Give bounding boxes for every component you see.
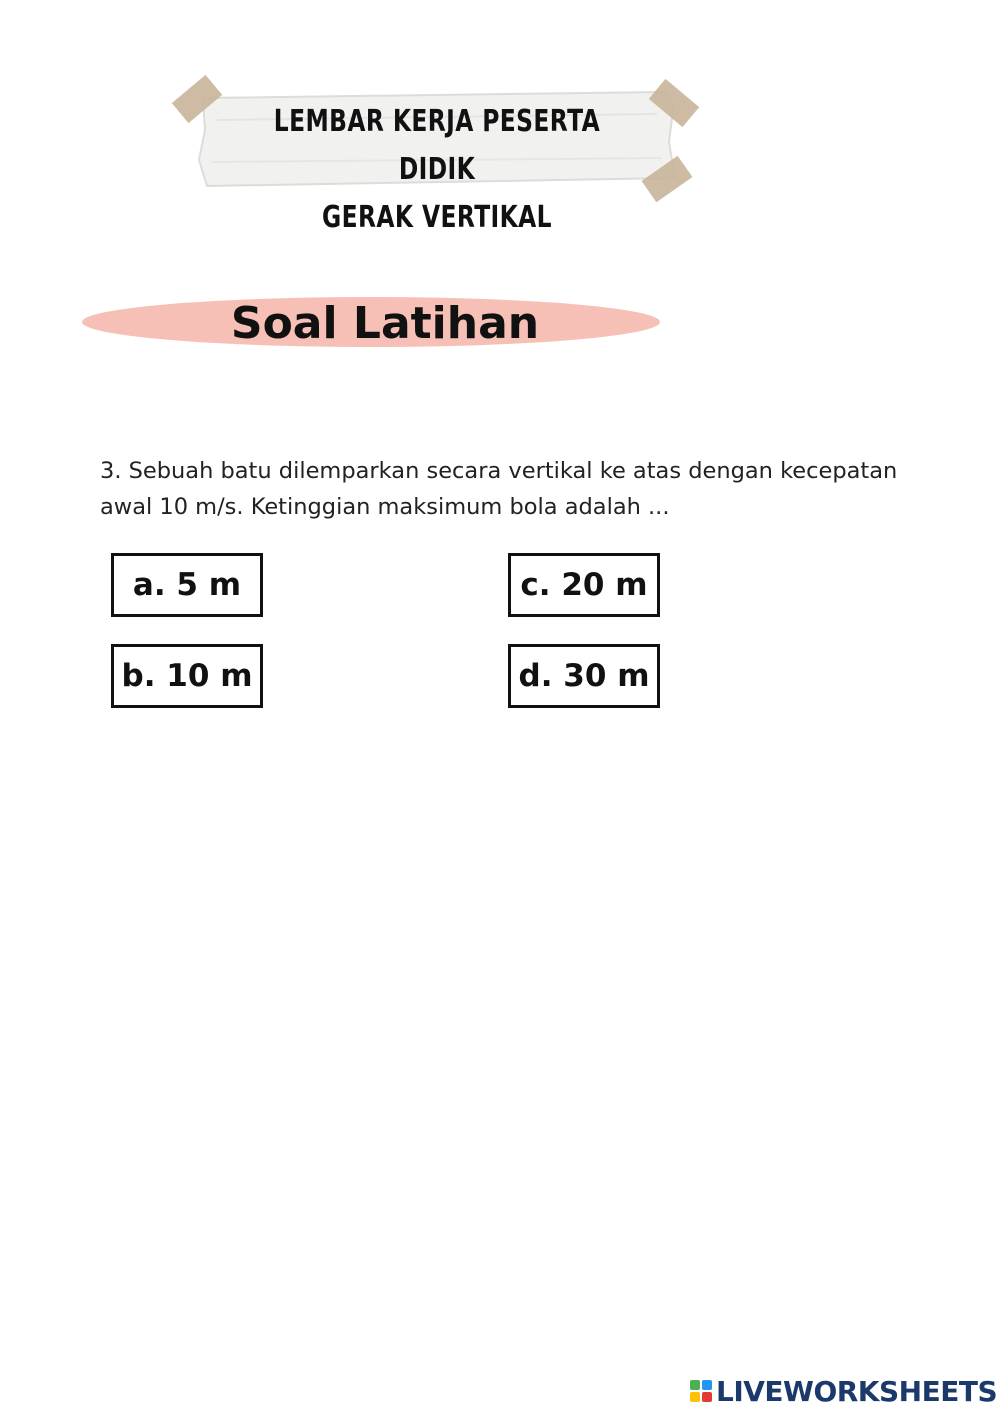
title-banner — [197, 90, 677, 235]
title-line-2: GERAK VERTIKAL — [322, 200, 552, 235]
liveworksheets-logo — [690, 1374, 997, 1408]
logo-mark-icon — [690, 1380, 712, 1402]
option-b[interactable]: b. 10 m — [111, 644, 263, 708]
question-text: 3. Sebuah batu dilemparkan secara vertikal ke atas dengan kecepatan awal 10 m/s. Ketinggian maksimum bola adalah ... — [100, 458, 898, 520]
section-heading: Soal Latihan — [230, 298, 540, 349]
option-a[interactable]: a. 5 m — [111, 553, 263, 617]
option-c[interactable]: c. 20 m — [508, 553, 660, 617]
worksheet-title — [250, 98, 624, 242]
title-line-1: LEMBAR KERJA PESERTA DIDIK — [273, 104, 601, 187]
logo-text: LIVEWORKSHEETS — [716, 1374, 998, 1408]
option-d[interactable]: d. 30 m — [508, 644, 660, 708]
